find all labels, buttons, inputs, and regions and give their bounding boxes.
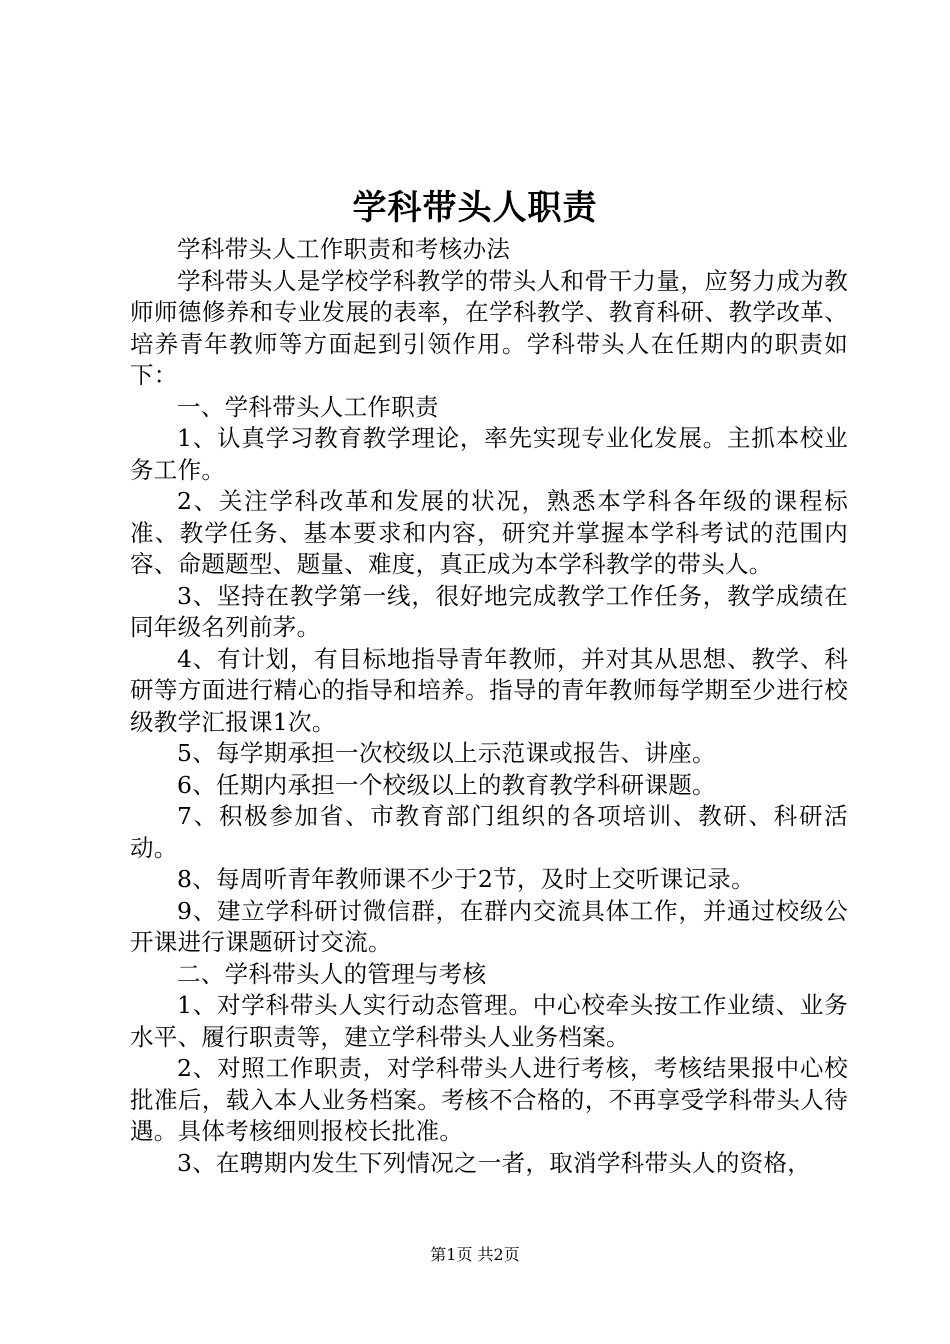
paragraph: 3、坚持在教学第一线，很好地完成教学工作任务，教学成绩在同年级名列前茅。	[130, 581, 848, 641]
paragraph: 1、对学科带头人实行动态管理。中心校牵头按工作业绩、业务水平、履行职责等，建立学科带头人业务档案。	[130, 991, 848, 1051]
paragraph: 6、任期内承担一个校级以上的教育教学科研课题。	[177, 770, 716, 799]
document-body	[130, 234, 848, 1179]
paragraph: 2、对照工作职责，对学科带头人进行考核，考核结果报中心校批准后，载入本人业务档案。考核不合格的，不再享受学科带头人待遇。具体考核细则报校长批准。	[130, 1054, 848, 1145]
page-number-footer: 第1页 共2页	[430, 1245, 520, 1264]
paragraph: 学科带头人是学校学科教学的带头人和骨干力量，应努力成为教师师德修养和专业发展的表率，在学科教学、教育科研、教学改革、培养青年教师等方面起到引领作用。学科带头人在任期内的职责如下：	[130, 266, 848, 389]
document-title: 学科带头人职责	[352, 188, 598, 228]
paragraph: 5、每学期承担一次校级以上示范课或报告、讲座。	[177, 739, 716, 767]
paragraph: 4、有计划，有目标地指导青年教师，并对其从思想、教学、科研等方面进行精心的指导和培养。指导的青年教师每学期至少进行校级教学汇报课1次。	[130, 644, 848, 736]
paragraph: 9、建立学科研讨微信群，在群内交流具体工作，并通过校级公开课进行课题研讨交流。	[130, 896, 848, 956]
paragraph: 8、每周听青年教师课不少于2节，及时上交听课记录。	[177, 865, 755, 893]
section-heading: 二、学科带头人的管理与考核	[177, 959, 487, 988]
paragraph: 1、认真学习教育教学理论，率先实现专业化发展。主抓本校业务工作。	[130, 424, 848, 484]
section-heading: 一、学科带头人工作职责	[177, 392, 439, 421]
paragraph: 3、在聘期内发生下列情况之一者，取消学科带头人的资格，	[177, 1148, 812, 1177]
paragraph: 7、积极参加省、市教育部门组织的各项培训、教研、科研活动。	[130, 802, 848, 862]
paragraph: 2、关注学科改革和发展的状况，熟悉本学科各年级的课程标准、教学任务、基本要求和内容，研究并掌握本学科考试的范围内容、命题题型、题量、难度，真正成为本学科教学的带头人。	[130, 487, 848, 578]
paragraph: 学科带头人工作职责和考核办法	[177, 235, 511, 263]
